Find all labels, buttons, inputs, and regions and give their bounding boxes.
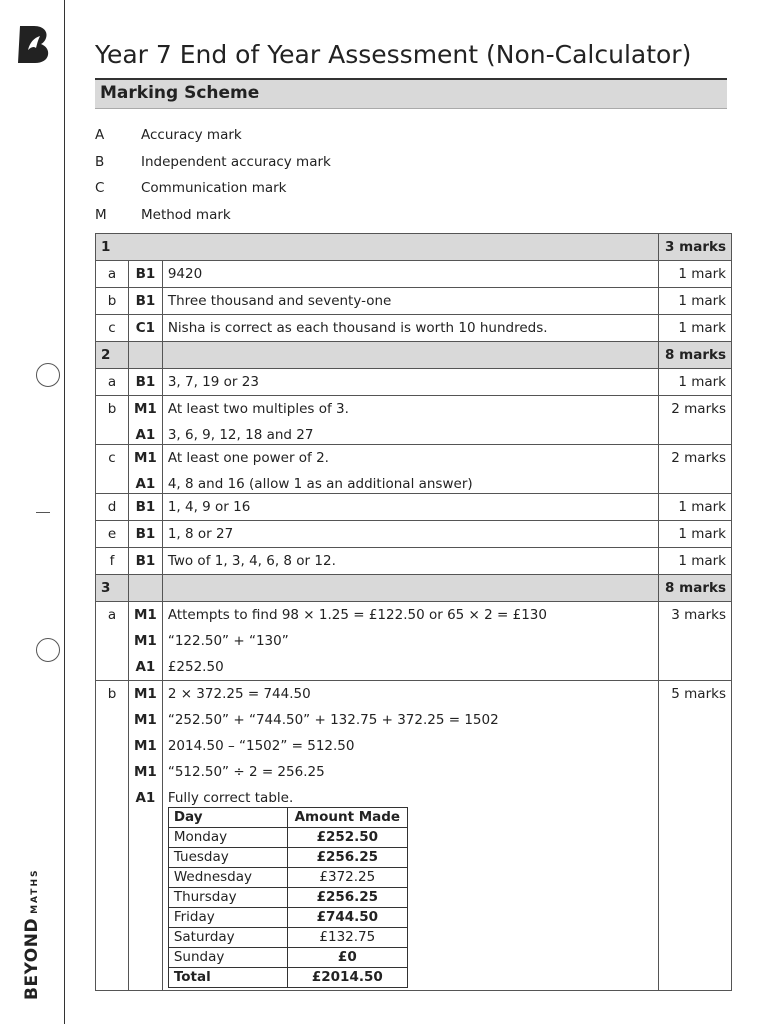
answer-text: 3, 7, 19 or 23: [162, 369, 658, 396]
page-title: Year 7 End of Year Assessment (Non-Calculator): [95, 40, 692, 69]
mark-code: B1: [129, 548, 163, 575]
answer-text: 1, 4, 9 or 16: [162, 494, 658, 521]
marking-table: [95, 233, 732, 991]
part-marks: 3 marks: [659, 602, 732, 681]
part-label: d: [96, 494, 129, 521]
table-row: [168, 888, 407, 908]
answer-text: 3, 6, 9, 12, 18 and 27: [167, 427, 314, 443]
punch-hole-bottom: [36, 638, 60, 662]
mark-codes: [129, 681, 163, 991]
mark-code: M1: [134, 450, 157, 466]
empty-cell: [162, 342, 658, 369]
mark-code: B1: [129, 494, 163, 521]
amount-cell: £744.50: [287, 908, 407, 928]
part-label: e: [96, 521, 129, 548]
mark-code: A1: [135, 476, 156, 492]
amount-cell: £252.50: [287, 828, 407, 848]
table-row: [168, 868, 407, 888]
question-marks: 8 marks: [659, 575, 732, 602]
table-row: [96, 494, 732, 521]
table-row: [96, 288, 732, 315]
section-title: Marking Scheme: [100, 83, 260, 103]
legend-item: [95, 122, 331, 149]
part-marks: 1 mark: [659, 261, 732, 288]
mark-code: M1: [134, 633, 157, 649]
question-marks: 8 marks: [659, 342, 732, 369]
table-row: [96, 445, 732, 494]
legend-item: [95, 202, 331, 229]
mark-code: A1: [135, 790, 156, 806]
legend-label: Independent accuracy mark: [141, 153, 331, 170]
question-number: 2: [96, 342, 129, 369]
answer-lines: [162, 396, 658, 445]
beyond-logo-icon: [16, 24, 50, 64]
mark-codes: [129, 445, 163, 494]
total-amount: £2014.50: [287, 968, 407, 988]
table-row: [168, 928, 407, 948]
answer-text: 9420: [162, 261, 658, 288]
part-marks: 2 marks: [659, 396, 732, 445]
answer-lines: [162, 681, 658, 991]
answer-text: 2014.50 – “1502” = 512.50: [167, 738, 355, 754]
mark-codes: [129, 396, 163, 445]
empty-cell: [162, 575, 658, 602]
answer-text: “512.50” ÷ 2 = 256.25: [167, 764, 325, 780]
table-row: [96, 548, 732, 575]
mark-code: M1: [134, 712, 157, 728]
legend-code: A: [95, 127, 105, 144]
answer-lines: [162, 445, 658, 494]
table-row: [96, 396, 732, 445]
part-marks: 1 mark: [659, 548, 732, 575]
part-marks: 1 mark: [659, 494, 732, 521]
answer-text: Two of 1, 3, 4, 6, 8 or 12.: [162, 548, 658, 575]
brand-main: BEYOND: [22, 917, 42, 1000]
answer-text: At least two multiples of 3.: [167, 401, 349, 417]
table-row: [168, 948, 407, 968]
day-cell: Friday: [168, 908, 287, 928]
table-row: [96, 521, 732, 548]
answer-text: 4, 8 and 16 (allow 1 as an additional answer): [167, 476, 473, 492]
answer-text: Fully correct table.: [167, 790, 294, 806]
amount-cell: £372.25: [287, 868, 407, 888]
column-header-amount: Amount Made: [287, 808, 407, 828]
mark-code: B1: [129, 261, 163, 288]
part-label: a: [96, 369, 129, 396]
day-cell: Sunday: [168, 948, 287, 968]
table-row: [168, 828, 407, 848]
brand-wordmark: [22, 869, 42, 1000]
table-row: [96, 602, 732, 681]
question-header: [96, 342, 732, 369]
answer-text: £252.50: [167, 659, 224, 675]
table-row: [168, 908, 407, 928]
legend-label: Accuracy mark: [141, 127, 242, 144]
part-label: a: [96, 602, 129, 681]
mark-code: M1: [134, 401, 157, 417]
table-row: [96, 369, 732, 396]
day-cell: Monday: [168, 828, 287, 848]
mark-codes: [129, 602, 163, 681]
question-number: 1: [96, 234, 659, 261]
amount-cell: £256.25: [287, 848, 407, 868]
amount-cell: £132.75: [287, 928, 407, 948]
answer-text: Attempts to find 98 × 1.25 = £122.50 or 65 × 2 = £130: [167, 607, 547, 623]
part-marks: 1 mark: [659, 315, 732, 342]
day-cell: Saturday: [168, 928, 287, 948]
mark-code: M1: [134, 764, 157, 780]
legend-item: [95, 149, 331, 176]
day-cell: Tuesday: [168, 848, 287, 868]
legend-label: Method mark: [141, 207, 231, 224]
legend-label: Communication mark: [141, 180, 287, 197]
mark-code: A1: [135, 427, 156, 443]
part-label: c: [96, 445, 129, 494]
question-header: [96, 234, 732, 261]
mark-code: B1: [129, 521, 163, 548]
table-row: [96, 261, 732, 288]
empty-cell: [129, 342, 163, 369]
day-cell: Wednesday: [168, 868, 287, 888]
mark-code: M1: [134, 686, 157, 702]
part-marks: 2 marks: [659, 445, 732, 494]
part-marks: 1 mark: [659, 521, 732, 548]
mark-code: A1: [135, 659, 156, 675]
table-header-row: [168, 808, 407, 828]
part-label: b: [96, 396, 129, 445]
part-marks: 1 mark: [659, 369, 732, 396]
empty-cell: [129, 575, 163, 602]
mark-code: B1: [129, 288, 163, 315]
day-cell: Thursday: [168, 888, 287, 908]
punch-hole-top: [36, 363, 60, 387]
part-marks: 5 marks: [659, 681, 732, 991]
question-number: 3: [96, 575, 129, 602]
answer-text: Nisha is correct as each thousand is worth 10 hundreds.: [162, 315, 658, 342]
amount-table: [168, 807, 408, 988]
table-row: [96, 681, 732, 991]
answer-text: “252.50” + “744.50” + 132.75 + 372.25 = 1502: [167, 712, 499, 728]
mark-code: B1: [129, 369, 163, 396]
fold-mark: [36, 512, 50, 513]
legend-item: [95, 175, 331, 202]
mark-code: M1: [134, 607, 157, 623]
mark-code: M1: [134, 738, 157, 754]
answer-text: At least one power of 2.: [167, 450, 329, 466]
question-marks: 3 marks: [659, 234, 732, 261]
answer-lines: [162, 602, 658, 681]
part-label: f: [96, 548, 129, 575]
margin-line: [64, 0, 65, 1024]
legend-code: M: [95, 207, 107, 224]
legend-code: B: [95, 153, 105, 170]
column-header-day: Day: [168, 808, 287, 828]
section-bar: [95, 80, 727, 109]
brand-sub: MATHS: [30, 868, 40, 914]
part-label: b: [96, 681, 129, 991]
table-row: [96, 315, 732, 342]
table-row: [168, 848, 407, 868]
amount-cell: £256.25: [287, 888, 407, 908]
total-row: [168, 968, 407, 988]
question-header: [96, 575, 732, 602]
part-marks: 1 mark: [659, 288, 732, 315]
answer-text: 2 × 372.25 = 744.50: [167, 686, 311, 702]
part-label: a: [96, 261, 129, 288]
answer-text: 1, 8 or 27: [162, 521, 658, 548]
part-label: c: [96, 315, 129, 342]
amount-cell: £0: [287, 948, 407, 968]
part-label: b: [96, 288, 129, 315]
mark-code: C1: [129, 315, 163, 342]
legend-code: C: [95, 180, 105, 197]
total-label: Total: [168, 968, 287, 988]
mark-legend: [95, 122, 331, 228]
answer-text: Three thousand and seventy-one: [162, 288, 658, 315]
answer-text: “122.50” + “130”: [167, 633, 289, 649]
